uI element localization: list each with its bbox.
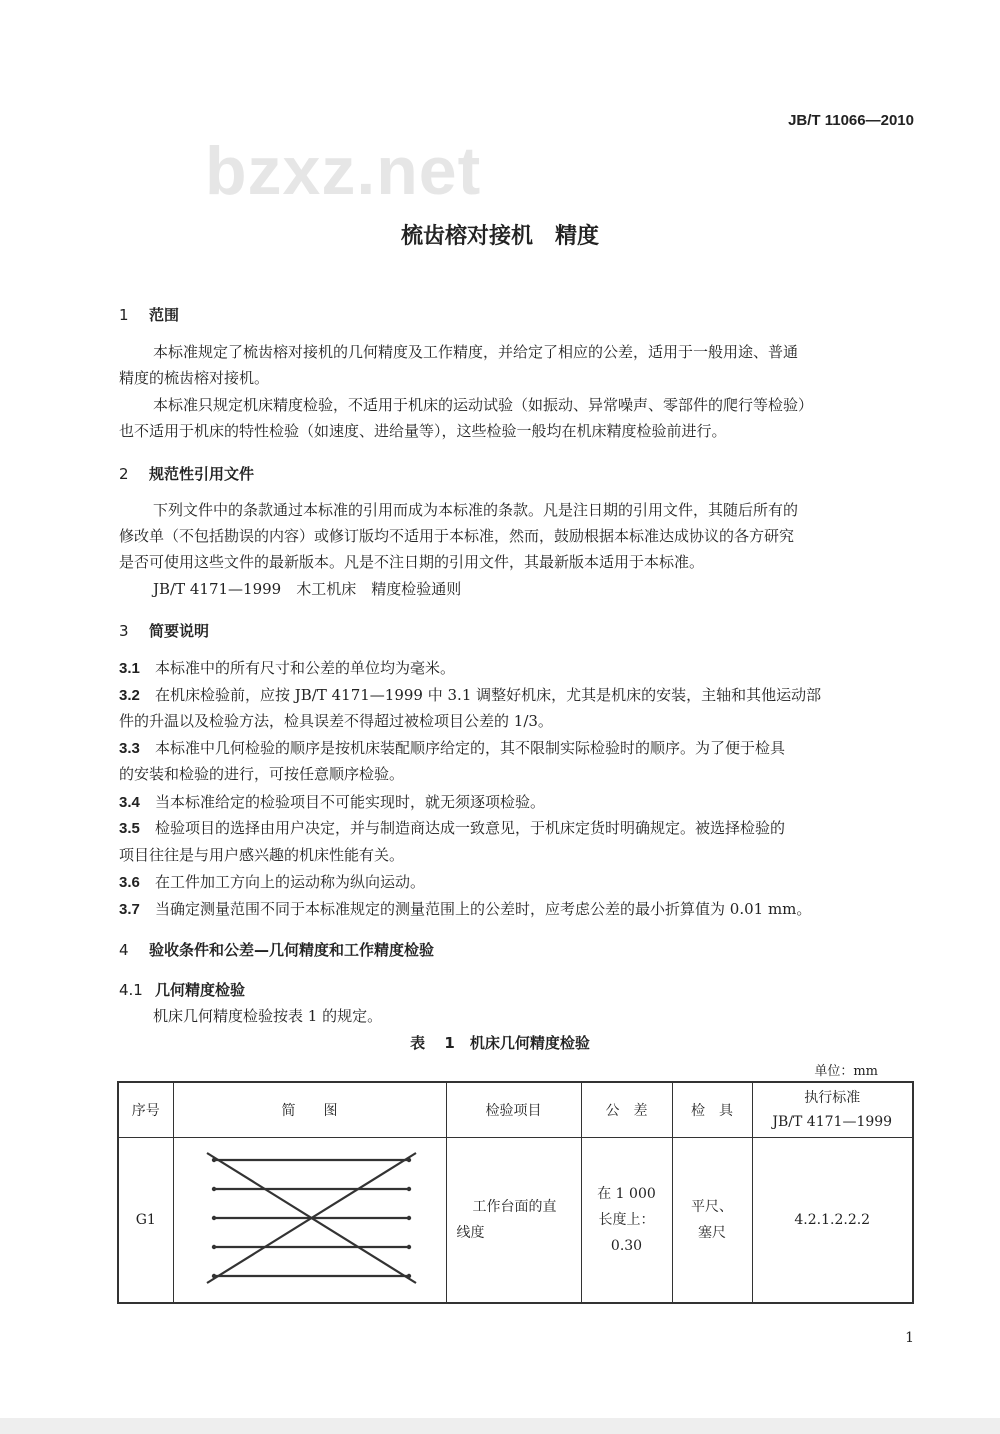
- header-tolerance: 公 差: [581, 1082, 672, 1138]
- header-tool: 检 具: [672, 1082, 752, 1138]
- header-standard-line: 执行标准: [804, 1090, 861, 1106]
- clause-text: 在机床检验前，应按 JB/T 4171—1999 中 3.1 调整好机床，尤其是机床的安装，主轴和其他运动部: [155, 686, 822, 704]
- clause-3-1: [119, 655, 455, 682]
- clause-number: 3.1: [119, 660, 140, 677]
- measure-point: [211, 1245, 215, 1249]
- row-item-line: 线度: [456, 1225, 485, 1241]
- section-1-heading: [119, 304, 179, 325]
- clause-3-5: [119, 815, 785, 842]
- clause-continuation: 的安装和检验的进行，可按任意顺序检验。: [119, 765, 405, 783]
- table-unit: 单位：mm: [814, 1064, 878, 1079]
- row-tolerance: [581, 1138, 672, 1304]
- clause-continuation: 件的升温以及检验方法，检具误差不得超过被检项目公差的 1/3。: [119, 712, 553, 730]
- clause-number: 3.7: [119, 901, 140, 918]
- clause-text: 本标准中几何检验的顺序是按机床装配顺序给定的，其不限制实际检验时的顺序。为了便于检具: [155, 739, 786, 757]
- row-tolerance-line: 长度上：: [598, 1212, 655, 1228]
- measure-point: [211, 1158, 215, 1162]
- section-number: 4: [119, 941, 129, 959]
- normative-reference: JB/T 4171—1999 木工机床 精度检验通则: [153, 580, 462, 598]
- clause-3-6: [119, 869, 425, 896]
- table-header-row: [118, 1082, 913, 1138]
- clause-number: 3.3: [119, 740, 140, 757]
- row-item-line: 工作台面的直: [472, 1199, 557, 1215]
- row-tolerance-line: 0.30: [610, 1238, 643, 1254]
- section-number: 1: [119, 306, 129, 324]
- header-item: 检验项目: [446, 1082, 581, 1138]
- watermark: bzxz.net: [205, 133, 482, 209]
- row-diagram: [173, 1138, 446, 1304]
- paragraph-line: 修改单（不包括勘误的内容）或修订版均不适用于本标准，然而，鼓励根据本标准达成协议的各方研究: [119, 527, 795, 545]
- section-number: 3: [119, 622, 129, 640]
- clause-number: 3.5: [119, 820, 140, 837]
- row-tool-line: 平尺、: [691, 1199, 733, 1215]
- clause-number: 3.4: [119, 794, 140, 811]
- row-tool: [672, 1138, 752, 1304]
- header-standard: [752, 1082, 913, 1138]
- measure-point: [211, 1216, 215, 1220]
- header-diagram: 简 图: [173, 1082, 446, 1138]
- section-4-1-heading: [119, 979, 245, 1000]
- section-title: 几何精度检验: [155, 981, 246, 999]
- section-3-heading: [119, 620, 209, 641]
- header-seq: 序号: [118, 1082, 173, 1138]
- clause-3-2: [119, 682, 821, 709]
- clause-continuation: 项目往往是与用户感兴趣的机床性能有关。: [119, 846, 405, 864]
- flatness-diagram: [174, 1138, 446, 1298]
- section-title: 简要说明: [149, 622, 210, 640]
- clause-text: 当本标准给定的检验项目不可能实现时，就无须逐项检验。: [155, 793, 546, 811]
- row-tolerance-line: 在 1 000: [597, 1186, 656, 1202]
- measure-point: [211, 1187, 215, 1191]
- geometric-accuracy-table: [117, 1081, 914, 1304]
- measure-point: [211, 1274, 215, 1278]
- row-item: [446, 1138, 581, 1304]
- measure-point: [406, 1274, 410, 1278]
- measure-point: [406, 1187, 410, 1191]
- table-caption: 表 1 机床几何精度检验: [410, 1034, 590, 1052]
- page-number: 1: [905, 1330, 914, 1346]
- section-2-heading: [119, 463, 254, 484]
- clause-text: 检验项目的选择由用户决定，并与制造商达成一致意见，于机床定货时明确规定。被选择检验的: [155, 819, 786, 837]
- section-title: 规范性引用文件: [149, 465, 255, 483]
- paragraph-line: 也不适用于机床的特性检验（如速度、进给量等），这些检验一般均在机床精度检验前进行。: [119, 422, 727, 440]
- clause-number: 3.6: [119, 874, 140, 891]
- section-4-heading: [119, 939, 434, 960]
- clause-text: 在工件加工方向上的运动称为纵向运动。: [155, 873, 426, 891]
- paragraph-line: 是否可使用这些文件的最新版本。凡是不注日期的引用文件，其最新版本适用于本标准。: [119, 553, 705, 571]
- standard-number: JB/T 11066—2010: [788, 112, 914, 129]
- paragraph-line: 机床几何精度检验按表 1 的规定。: [153, 1007, 383, 1025]
- row-seq: G1: [118, 1138, 173, 1304]
- measure-point: [406, 1158, 410, 1162]
- clause-3-3: [119, 735, 785, 762]
- measure-point: [406, 1216, 410, 1220]
- section-number: 2: [119, 465, 129, 483]
- row-tool-line: 塞尺: [698, 1225, 726, 1241]
- clause-text: 当确定测量范围不同于本标准规定的测量范围上的公差时，应考虑公差的最小折算值为 0.01 mm。: [155, 900, 812, 918]
- clause-3-4: [119, 789, 545, 816]
- clause-number: 3.2: [119, 687, 140, 704]
- clause-3-7: [119, 896, 811, 923]
- paragraph-line: 精度的梳齿榕对接机。: [119, 369, 270, 387]
- section-number: 4.1: [119, 981, 143, 999]
- table-row: [118, 1138, 913, 1304]
- row-standard: 4.2.1.2.2.2: [752, 1138, 913, 1304]
- section-title: 范围: [149, 306, 180, 324]
- clause-text: 本标准中的所有尺寸和公差的单位均为毫米。: [155, 659, 456, 677]
- paragraph-line: 下列文件中的条款通过本标准的引用而成为本标准的条款。凡是注日期的引用文件，其随后所有的: [153, 501, 799, 519]
- section-title: 验收条件和公差—几何精度和工作精度检验: [149, 941, 435, 959]
- paragraph-line: 本标准规定了梳齿榕对接机的几何精度及工作精度，并给定了相应的公差，适用于一般用途、普通: [153, 343, 799, 361]
- measure-point: [406, 1245, 410, 1249]
- paragraph-line: 本标准只规定机床精度检验，不适用于机床的运动试验（如振动、异常噪声、零部件的爬行等检验）: [153, 396, 814, 414]
- page-footer-bar: [0, 1418, 1000, 1434]
- document-title: 梳齿榕对接机 精度: [400, 224, 599, 249]
- header-standard-line: JB/T 4171—1999: [772, 1114, 893, 1130]
